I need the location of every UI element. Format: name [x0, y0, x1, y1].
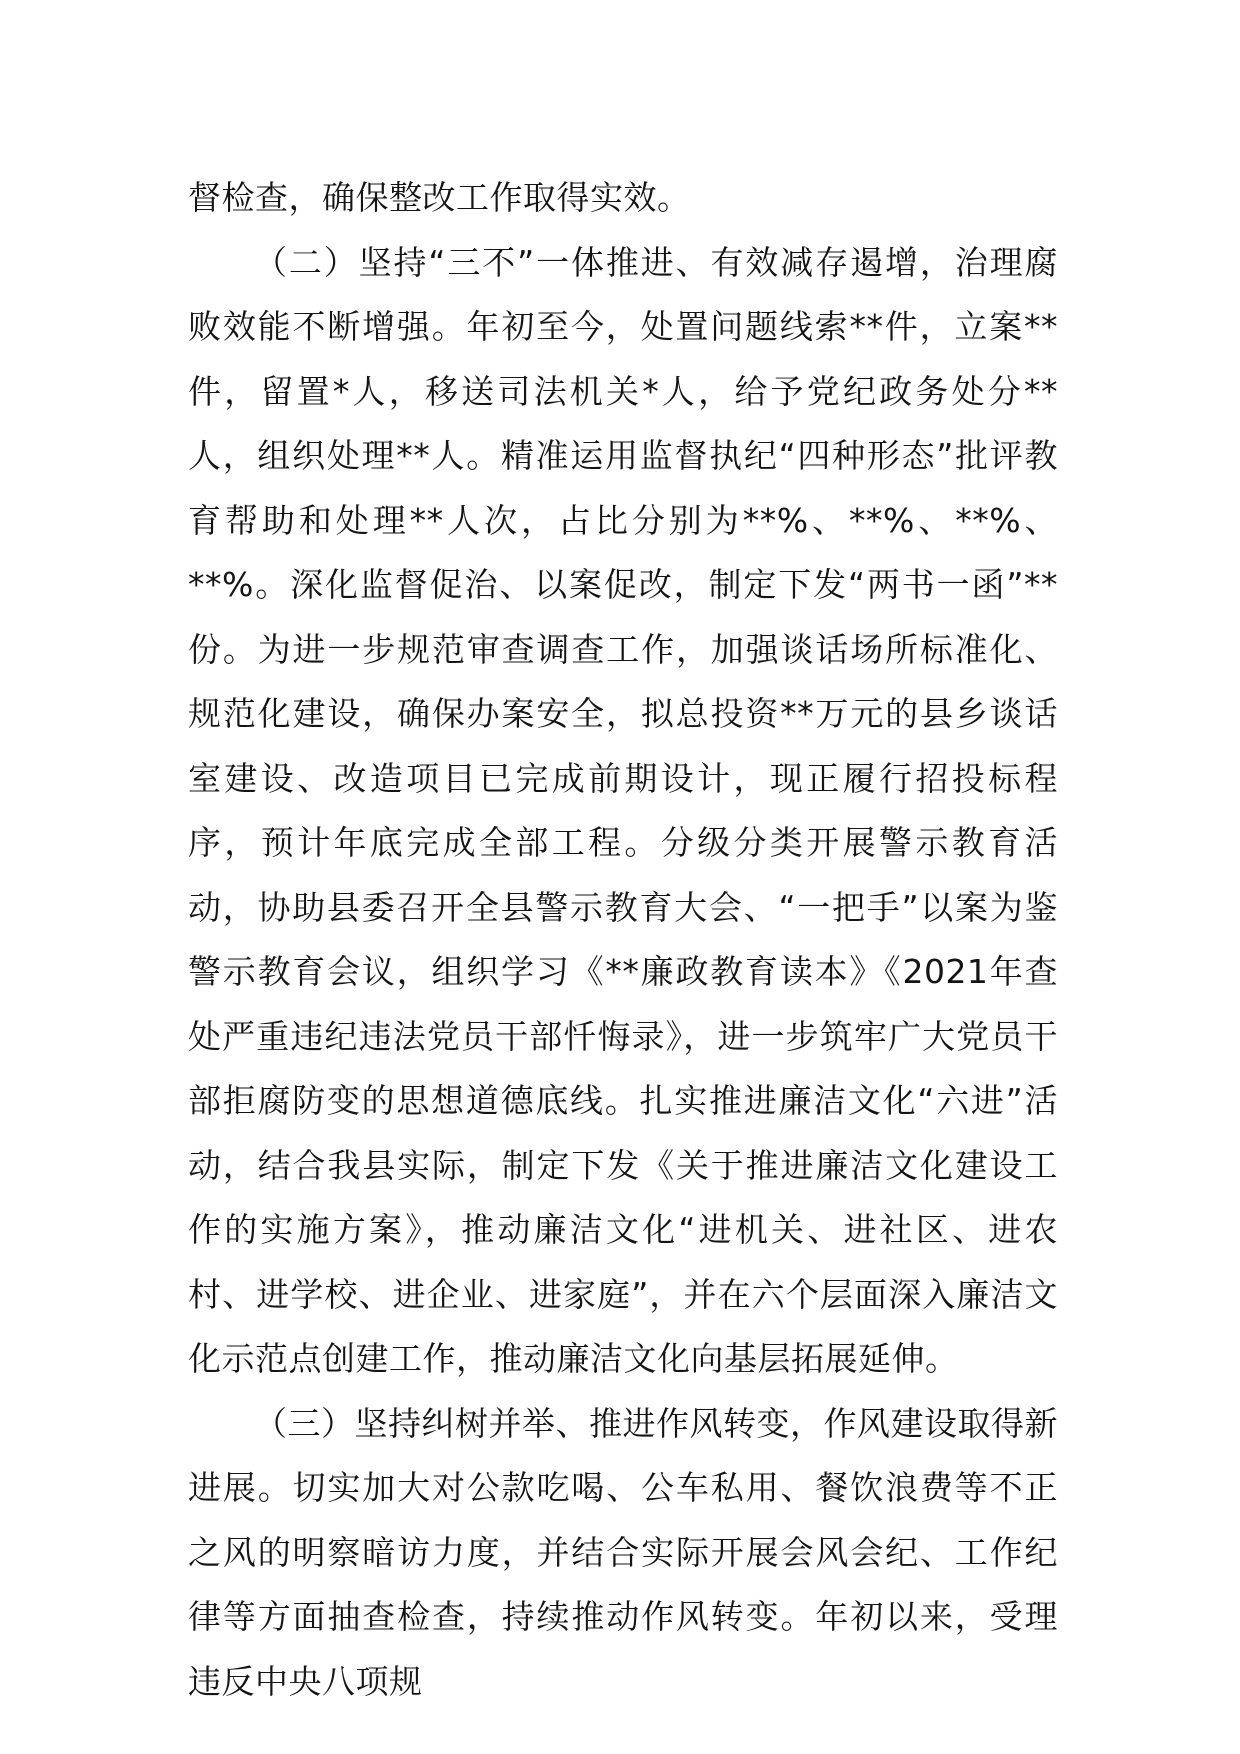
paragraph-continuation: 督检查，确保整改工作取得实效。 — [188, 178, 691, 217]
paragraph-section-two: （二）坚持“三不”一体推进、有效减存遏增，治理腐败效能不断增强。年初至今，处置问题线索**件，立案**件，留置*人，移送司法机关*人，给予党纪政务处分**人，组织处理**人。精准运用监督执纪“四种形态”批评教育帮助和处理**人次，占比分别为**%、**%、**%、**%。深化监督促治、以案促改，制定下发“两书一函”**份。为进一步规范审查调查工作，加强谈话场所标准化、规范化建设，确保办案安全，拟总投资**万元的县乡谈话室建设、改造项目已完成前期设计，现正履行招投标程序，预计年底完成全部工程。分级分类开展警示教育活动，协助县委召开全县警示教育大会、“一把手”以案为鉴警示教育会议，组织学习《**廉政教育读本》《2021年查处严重违纪违法党员干部忏悔录》，进一步筑牢广大党员干部拒腐防变的思想道德底线。扎实推进廉洁文化“六进”活动，结合我县实际，制定下发《关于推进廉洁文化建设工作的实施方案》，推动廉洁文化“进机关、进社区、进农村、进学校、进企业、进家庭”，并在六个层面深入廉洁文化示范点创建工作，推动廉洁文化向基层拓展延伸。 — [188, 242, 1058, 1378]
paragraph-section-three: （三）坚持纠树并举、推进作风转变，作风建设取得新进展。切实加大对公款吃喝、公车私用、餐饮浪费等不正之风的明察暗访力度，并结合实际开展会风会纪、工作纪律等方面抽查检查，持续推动作风转变。年初以来，受理违反中央八项规 — [188, 1403, 1058, 1701]
document-page — [188, 166, 1058, 1714]
